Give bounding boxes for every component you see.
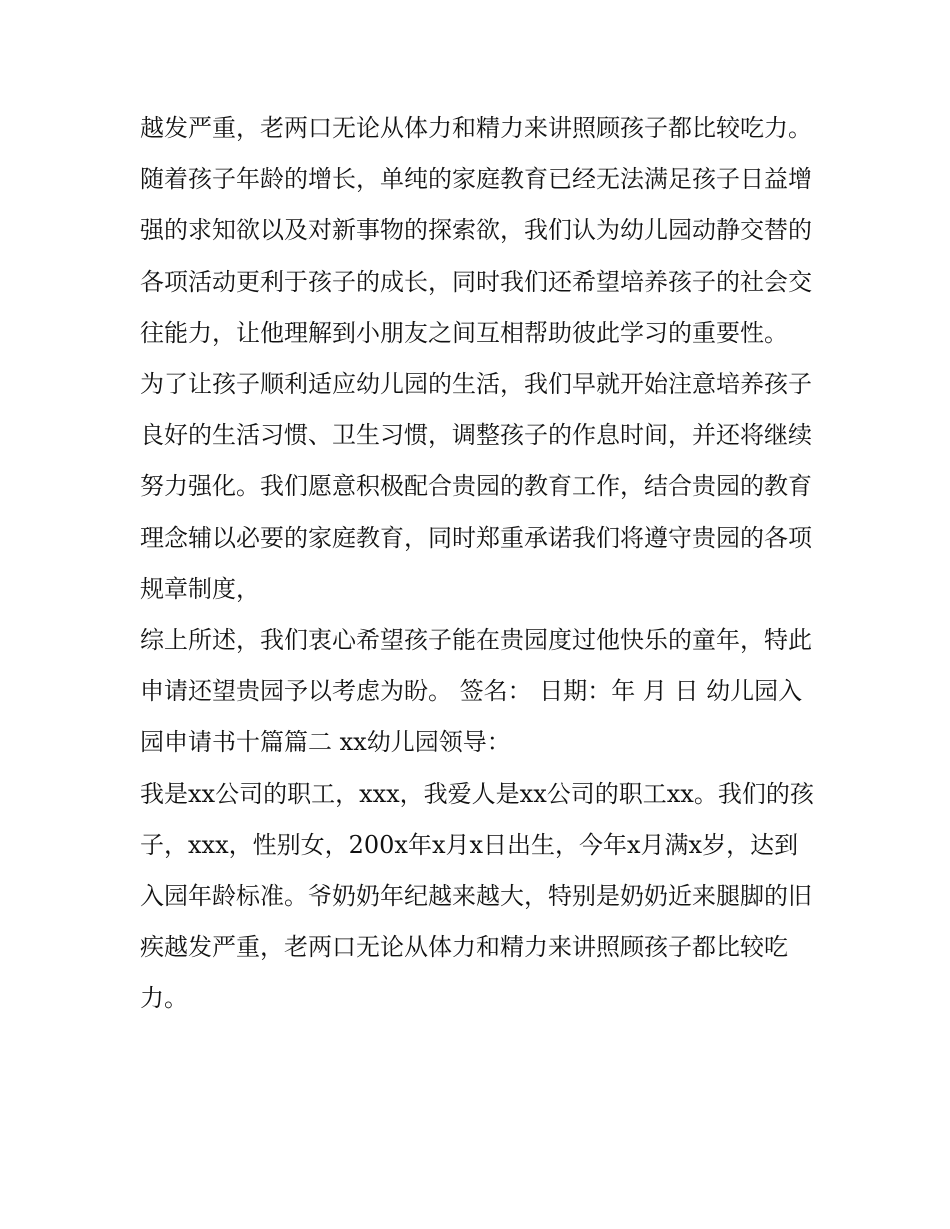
paragraph-5: 我是xx公司的职工，xxx，我爱人是xx公司的职工xx。我们的孩子，xxx，性别女，200x年x月x日出生，今年x月满x岁，达到入园年龄标准。爷奶奶年纪越来越大，特别是奶奶近来腿脚的旧疾越发严重，老两口无论从体力和精力来讲照顾孩子都比较吃力。 — [140, 779, 814, 1013]
document-body — [140, 103, 820, 1025]
paragraph-2: 随着孩子年龄的增长，单纯的家庭教育已经无法满足孩子日益增强的求知欲以及对新事物的探索欲，我们认为幼儿园动静交替的各项活动更利于孩子的成长，同时我们还希望培养孩子的社会交往能力，让他理解到小朋友之间互相帮助彼此学习的重要性。 — [140, 165, 812, 347]
paragraph-1: 越发严重，老两口无论从体力和精力来讲照顾孩子都比较吃力。 — [140, 114, 812, 142]
paragraph-3: 为了让孩子顺利适应幼儿园的生活，我们早就开始注意培养孩子良好的生活习惯、卫生习惯，调整孩子的作息时间，并还将继续努力强化。我们愿意积极配合贵园的教育工作，结合贵园的教育理念辅以必要的家庭教育，同时郑重承诺我们将遵守贵园的各项规章制度， — [140, 370, 812, 603]
paragraph-4: 综上所述，我们衷心希望孩子能在贵园度过他快乐的童年，特此申请还望贵园予以考虑为盼。 签名： 日期：年 月 日 幼儿园入园申请书十篇篇二 xx幼儿园领导： — [140, 626, 812, 757]
